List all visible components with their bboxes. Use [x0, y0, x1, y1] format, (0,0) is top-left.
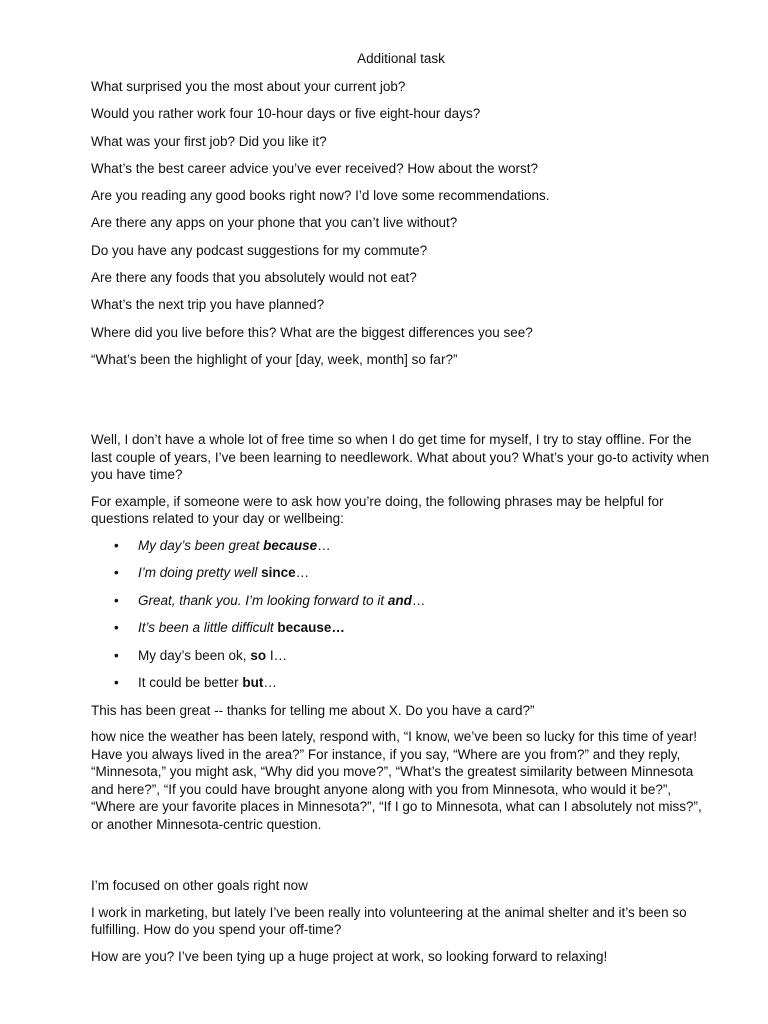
question-line: What’s the best career advice you’ve ever received? How about the worst?	[91, 160, 538, 176]
how-are-you-paragraph: How are you? I’ve been tying up a huge project at work, so looking forward to relaxing!	[91, 948, 608, 964]
question-line: What surprised you the most about your current job?	[91, 79, 406, 94]
question-list	[91, 78, 711, 369]
bullet-icon: •	[114, 647, 119, 663]
phrase-lead: My day’s been great	[138, 537, 264, 553]
phrase-tail: …	[411, 592, 426, 608]
phrase-conjunction: because…	[277, 620, 345, 636]
bullet-icon: •	[114, 592, 119, 608]
question-line: What’s the next trip you have planned?	[91, 297, 325, 313]
question-line: What was your first job? Did you like it?	[91, 133, 327, 149]
list-item	[91, 647, 711, 665]
question-line: “What’s been the highlight of your [day, week, month] so far?”	[91, 351, 458, 367]
phrase-conjunction: and	[387, 592, 412, 608]
list-item	[91, 537, 711, 555]
list-item	[91, 592, 711, 610]
phrase-lead: Great, thank you. I’m looking forward to it	[138, 592, 388, 608]
bullet-icon: •	[114, 675, 119, 691]
phrase-list	[91, 537, 711, 693]
question-line: Would you rather work four 10-hour days or five eight-hour days?	[91, 106, 481, 122]
bullet-icon: •	[114, 565, 119, 581]
question-line: Do you have any podcast suggestions for my commute?	[91, 242, 428, 258]
document-page	[91, 50, 711, 974]
question-line: Are you reading any good books right now? I’d love some recommendations.	[91, 188, 550, 204]
marketing-paragraph: I work in marketing, but lately I’ve been really into volunteering at the animal shelter and it’s been so fulfilling. How do you spend your off-time?	[91, 904, 687, 938]
goals-paragraph: I’m focused on other goals right now	[91, 878, 308, 894]
bullet-icon: •	[114, 620, 119, 636]
phrase-lead: It could be better	[138, 675, 243, 691]
phrase-tail: …	[295, 565, 310, 581]
phrase-conjunction: because	[263, 537, 318, 553]
list-item	[91, 619, 711, 637]
phrase-lead: It’s been a little difficult	[138, 620, 278, 636]
phrase-conjunction: since	[261, 565, 296, 581]
question-line: Where did you live before this? What are the biggest differences you see?	[91, 324, 533, 340]
example-paragraph: For example, if someone were to ask how you’re doing, the following phrases may be helpful for questions related to your day or wellbeing:	[91, 493, 664, 527]
blank-space	[91, 842, 711, 877]
weather-paragraph: how nice the weather has been lately, respond with, “I know, we’ve been so lucky for this time of year! Have you always lived in the area?” For instance, if you say, “Where are you from?” and they reply, “Minnesota,” you might ask, “Why did you move?”, “What’s the greatest similarity between Minnesota and here?”, “If you could have brought anyone along with you from Minnesota, who would it be?”, “Where are your favorite places in Minnesota?”, “If I go to Minnesota, what can I absolutely not miss?”, or another Minnesota-centric question.	[91, 729, 702, 832]
question-line: Are there any foods that you absolutely would not eat?	[91, 270, 417, 286]
document-title: Additional task	[357, 51, 445, 66]
free-time-paragraph: Well, I don’t have a whole lot of free time so when I do get time for myself, I try to stay offline. For the last couple of years, I’ve been learning to needlework. What about you? What’s your go-to activity when you have time?	[91, 432, 710, 483]
phrase-tail: …	[317, 537, 331, 553]
phrase-tail: I…	[266, 647, 288, 663]
phrase-conjunction: so	[250, 647, 267, 663]
list-item	[91, 564, 711, 582]
blank-space	[91, 378, 711, 431]
phrase-tail: …	[263, 675, 277, 691]
card-paragraph: This has been great -- thanks for telling me about X. Do you have a card?”	[91, 702, 535, 718]
phrase-lead: I’m doing pretty well	[138, 565, 262, 581]
phrase-lead: My day’s been ok,	[138, 647, 251, 663]
phrase-conjunction: but	[242, 675, 264, 691]
question-line: Are there any apps on your phone that you can’t live without?	[91, 215, 458, 231]
list-item	[91, 674, 711, 692]
bullet-icon: •	[114, 537, 119, 553]
